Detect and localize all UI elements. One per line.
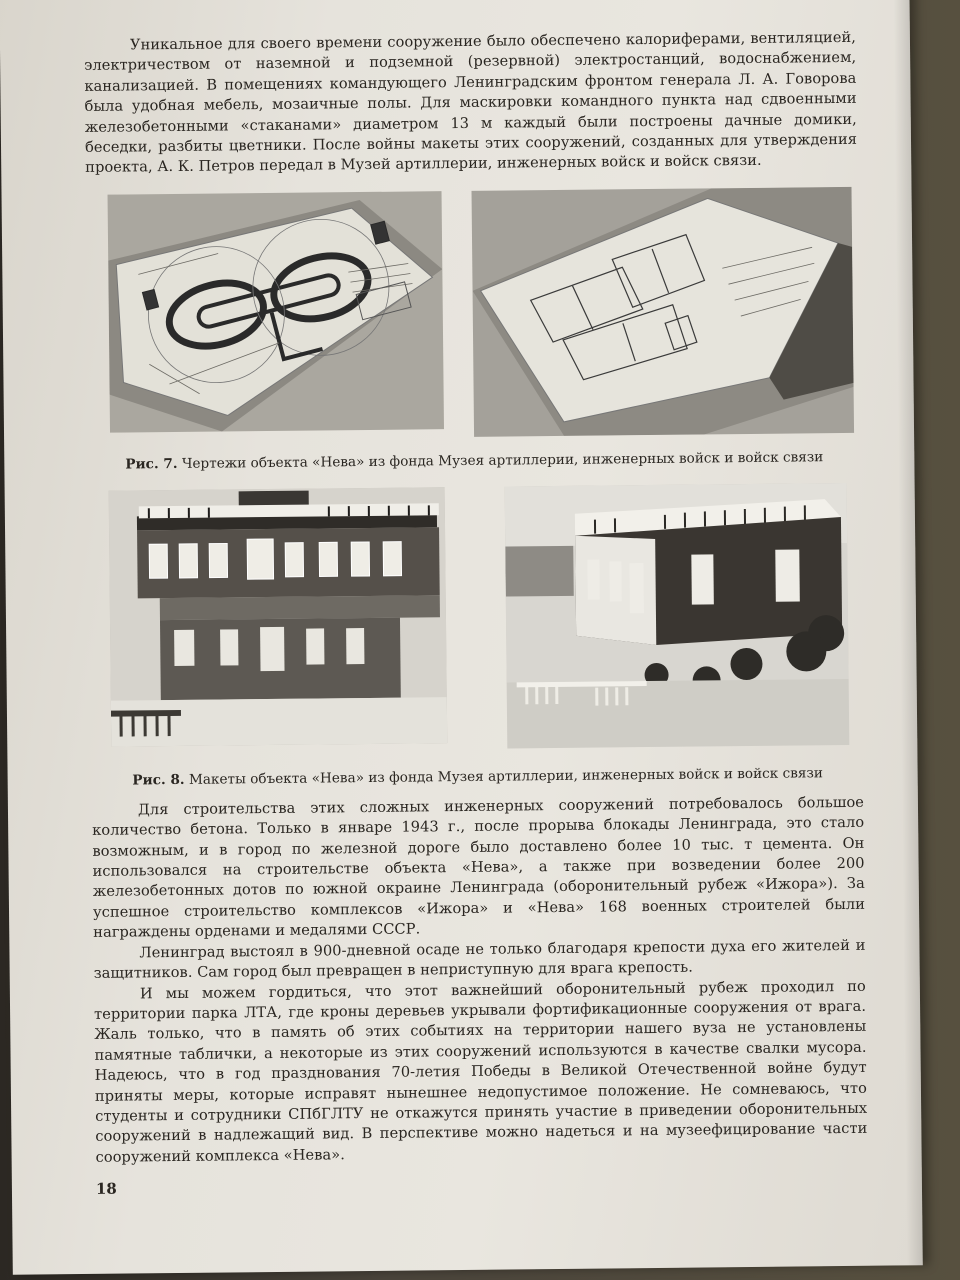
building-model-left-icon: [109, 487, 448, 747]
plan-drawing-right-icon: [472, 187, 855, 437]
intro-paragraph: Уникальное для своего времени сооружение было обеспечено калориферами, вентиляцией, электричеством от наземной и подземной (резервной) электростанций, водоснабжением, канализацией. В помещениях командующего Ленинградским фронтом генерала Л. А. Говорова была удобная мебель, мозаичные полы. Для маскировки командного пункта над сдвоенными железобетонными «стаканами» диаметром 13 м каждый были построены дачные домики, беседки, разбиты цветники. После войны макеты этих сооружений, созданных для утверждения проекта, А. К. Петров передал в Музей артиллерии, инженерных войск и войск связи.: [84, 28, 858, 177]
figure-8-caption: [92, 765, 864, 789]
figure-8-row: [89, 483, 864, 759]
figure-7-drawing-left: [108, 191, 444, 432]
figure-8-number: Рис. 8.: [132, 771, 185, 789]
figure-7-caption: [88, 449, 860, 473]
figure-7-drawing-right: [472, 187, 855, 437]
figure-7-number: Рис. 7.: [125, 455, 178, 473]
body-paragraph-3: И мы можем гордиться, что этот важнейший оборонительный рубеж проходил по территории парка ЛТА, где кроны деревьев укрывали фортификационные сооружения от врага. Жаль только, что в память об этих событиях на территории нашего вуза не установлены памятные таблички, а некоторые из этих сооружений используются в качестве свалки мусора. Надеюсь, что в год празднования 70-летия Победы в Великой Отечественной войне будут приняты меры, которые исправят нынешнее недопустимое положение. Не сомневаюсь, что студенты и сотрудники СПбГЛТУ не откажутся принять участие в приведении оборонительных сооружений в надлежащий вид. В перспективе можно надеться и на музеефицирование части сооружений комплекса «Нева».: [94, 977, 868, 1166]
figure-8-caption-text: Макеты объекта «Нева» из фонда Музея артиллерии, инженерных войск и войск связи: [188, 765, 823, 788]
plan-drawing-left-icon: [108, 191, 444, 432]
page-number: 18: [95, 1179, 117, 1198]
body-paragraph-1: Для строительства этих сложных инженерных сооружений потребовалось большое количество бетона. Только в январе 1943 г., после прорыва блокады Ленинграда, это стало возможным, и в город по железной дороге было доставлено более 10 тыс. т цемента. Он использовался на строительстве объекта «Нева», а также при возведении более 200 железобетонных дотов по южной окраине Ленинграда (оборонительный рубеж «Ижора»). За успешное строительство комплексов «Ижора» и «Нева» 168 военных строителей были награждены орденами и медалями СССР.: [92, 793, 866, 942]
page-content: [84, 28, 868, 1168]
body-paragraph-2: Ленинград выстоял в 900-дневной осаде не только благодаря крепости духа его жителей и защитников. Сам город был превращен в неприступную для врага крепость.: [93, 936, 866, 982]
figure-7-caption-text: Чертежи объекта «Нева» из фонда Музея артиллерии, инженерных войск и войск связи: [181, 449, 824, 472]
figure-8-model-left: [109, 487, 448, 747]
figure-7-row: [86, 187, 861, 443]
figure-8-model-right: [505, 483, 850, 749]
building-model-right-icon: [505, 483, 850, 749]
